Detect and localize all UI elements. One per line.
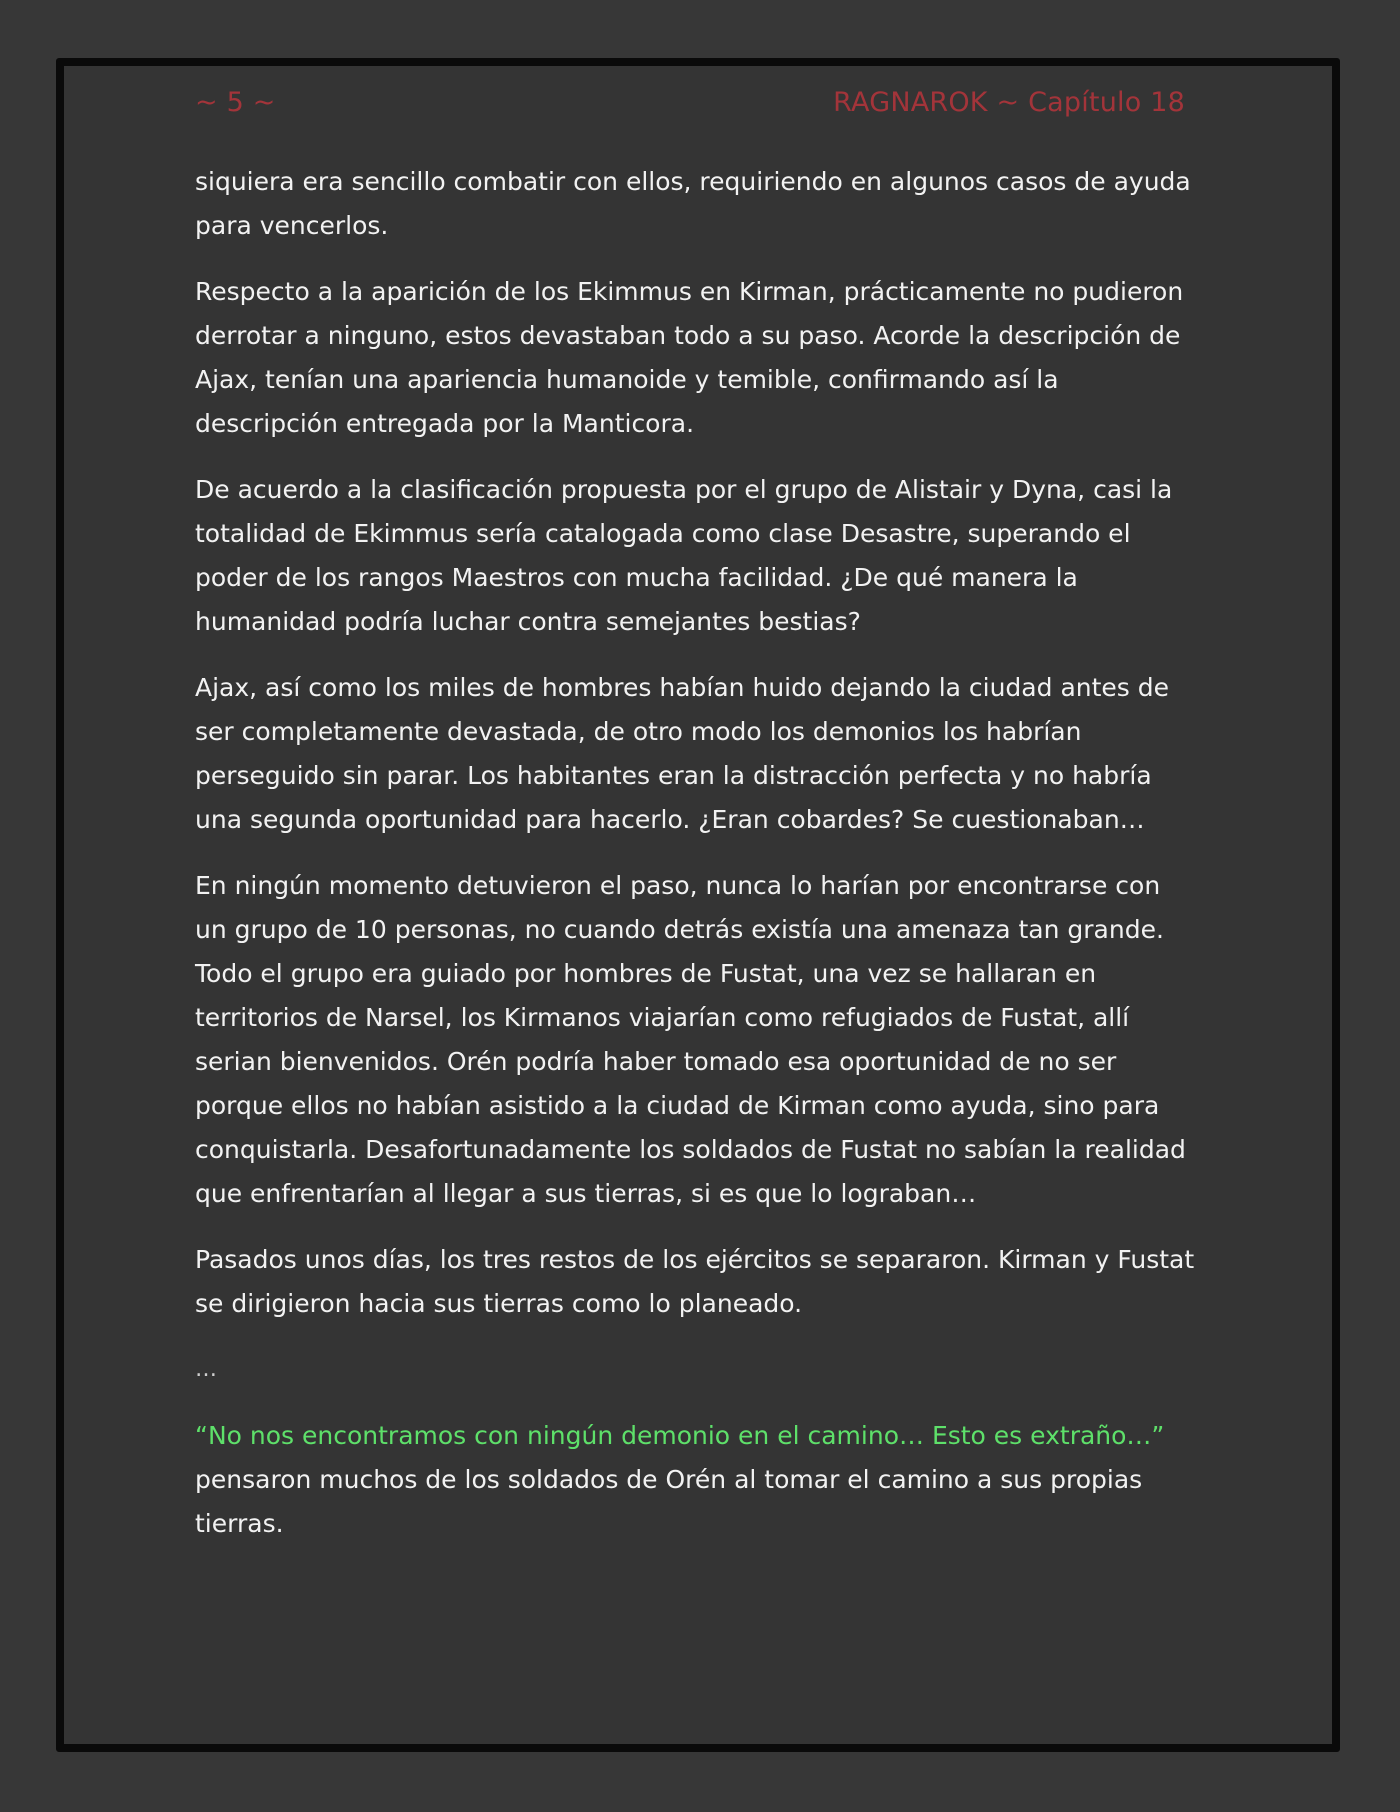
paragraph: Pasados unos días, los tres restos de los ejércitos se separaron. Kirman y Fustat se dirigieron hacia sus tierras como lo planeado. — [195, 1245, 1195, 1318]
paragraph: De acuerdo a la clasificación propuesta por el grupo de Alistair y Dyna, casi la totalidad de Ekimmus sería catalogada como clase Desastre, superando el poder de los rangos Maestros con mucha facilidad. ¿De qué manera la humanidad podría luchar contra semejantes bestias? — [195, 475, 1173, 636]
page-number: ~ 5 ~ — [195, 86, 276, 118]
running-header — [195, 84, 1185, 120]
paragraph: En ningún momento detuvieron el paso, nunca lo harían por encontrarse con un grupo de 10 personas, no cuando detrás existía una amenaza tan grande. Todo el grupo era guiado por hombres de Fustat, una vez se hallaran en territorios de Narsel, los Kirmanos viajarían como refugiados de Fustat, allí serian bienvenidos. Orén podría haber tomado esa oportunidad de no ser porque ellos no habían asistido a la ciudad de Kirman como ayuda, sino para conquistarla. Desafortunadamente los soldados de Fustat no sabían la realidad que enfrentarían al llegar a sus tierras, si es que lo lograban… — [195, 871, 1186, 1208]
dialogue-quote: “No nos encontramos con ningún demonio en el camino… Esto es extraño…” — [195, 1421, 1165, 1450]
final-paragraph — [195, 1414, 1195, 1546]
narration-text: pensaron muchos de los soldados de Orén al tomar el camino a sus propias tierras. — [195, 1465, 1143, 1538]
chapter-title: RAGNAROK ~ Capítulo 18 — [833, 86, 1185, 118]
paragraph: Ajax, así como los miles de hombres habían huido dejando la ciudad antes de ser completamente devastada, de otro modo los demonios los habrían perseguido sin parar. Los habitantes eran la distracción perfecta y no habría una segunda oportunidad para hacerlo. ¿Eran cobardes? Se cuestionaban… — [195, 673, 1170, 834]
paragraph: Respecto a la aparición de los Ekimmus en Kirman, prácticamente no pudieron derrotar a ninguno, estos devastaban todo a su paso. Acorde la descripción de Ajax, tenían una apariencia humanoide y temible, confirmando así la descripción entregada por la Manticora. — [195, 277, 1184, 438]
chapter-text — [195, 160, 1195, 1568]
paragraph: siquiera era sencillo combatir con ellos, requiriendo en algunos casos de ayuda para vencerlos. — [195, 167, 1191, 240]
scene-separator: … — [195, 1357, 217, 1382]
